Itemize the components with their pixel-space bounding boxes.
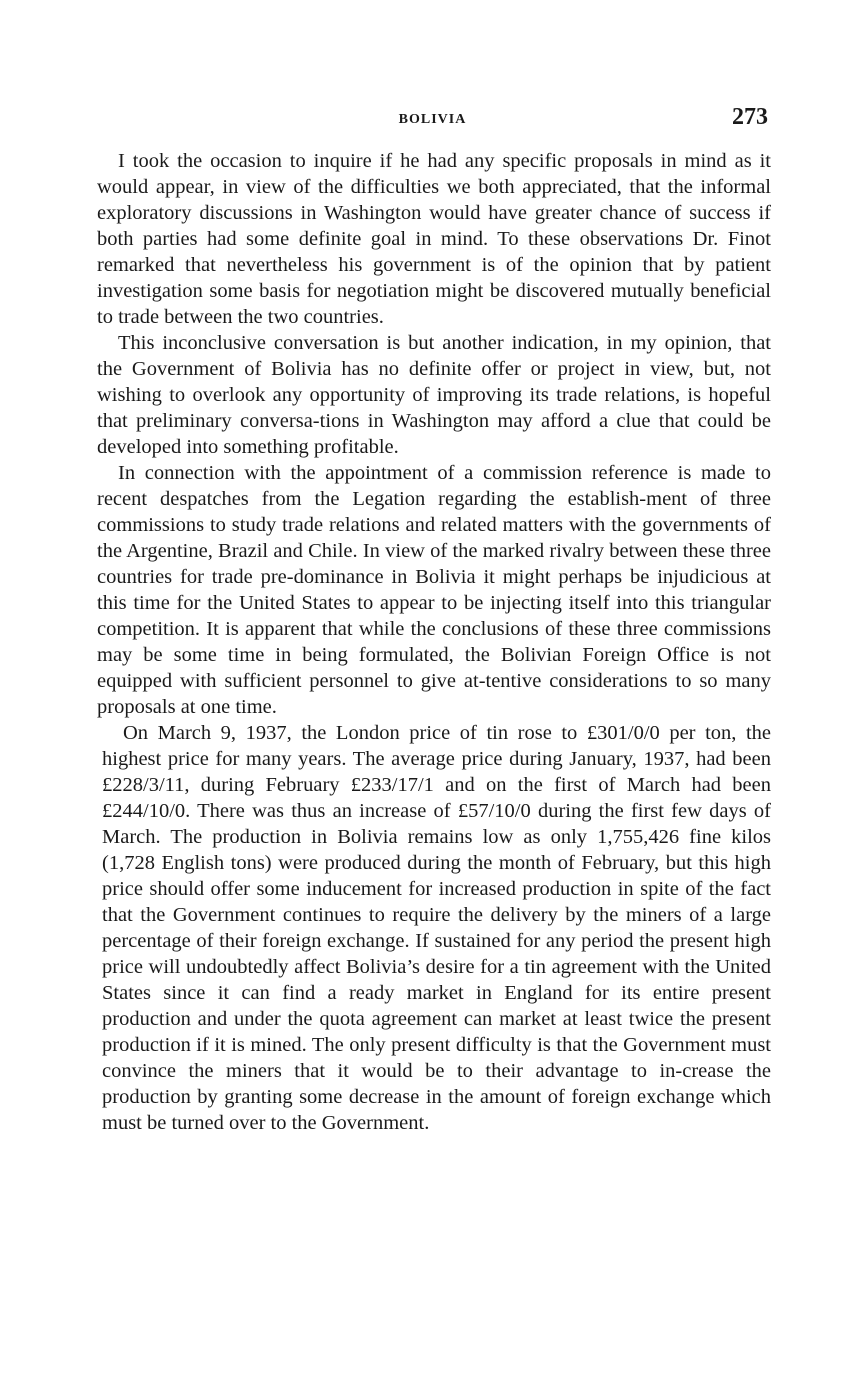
page-number: 273 xyxy=(732,104,768,130)
running-head xyxy=(97,104,768,134)
paragraph: On March 9, 1937, the London price of tin rose to £301/0/0 per ton, the highest price for many years. The average price during January, 1937, had been £228/3/11, during February £233/17/1 and on the first of March had been £244/10/0. There was thus an increase of £57/10/0 during the first few days of March. The production in Bolivia remains low as only 1,755,426 fine kilos (1,728 English tons) were produced during the month of February, but this high price should offer some inducement for increased production in spite of the fact that the Government continues to require the delivery by the miners of a large percentage of their foreign exchange. If sustained for any period the present high price will undoubtedly affect Bolivia’s desire for a tin agreement with the United States since it can find a ready market in England for its entire present production and under the quota agreement can market at least twice the present production if it is mined. The only present difficulty is that the Government must convince the miners that it would be to their advantage to in-crease the production by granting some decrease in the amount of foreign exchange which must be turned over to the Government. xyxy=(102,722,771,1134)
paragraph: In connection with the appointment of a commission reference is made to recent despatches from the Legation regarding the establish-ment of three commissions to study trade relations and related matters with the governments of the Argentine, Brazil and Chile. In view of the marked rivalry between these three countries for trade pre-dominance in Bolivia it might perhaps be injudicious at this time for the United States to appear to be injecting itself into this triangular competition. It is apparent that while the conclusions of these three commissions may be some time in being formulated, the Bolivian Foreign Office is not equipped with sufficient personnel to give at-tentive considerations to so many proposals at one time. xyxy=(97,462,771,718)
paragraph: This inconclusive conversation is but another indication, in my opinion, that the Government of Bolivia has no definite offer or project in view, but, not wishing to overlook any opportunity of improving its trade relations, is hopeful that preliminary conversa-tions in Washington may afford a clue that could be developed into something profitable. xyxy=(97,332,771,458)
running-title: BOLIVIA xyxy=(398,112,467,127)
body-text xyxy=(97,148,771,1136)
paragraph: I took the occasion to inquire if he had any specific proposals in mind as it would appear, in view of the difficulties we both appreciated, that the informal exploratory discussions in Washington would have greater chance of success if both parties had some definite goal in mind. To these observations Dr. Finot remarked that nevertheless his government is of the opinion that by patient investigation some basis for negotiation might be discovered mutually beneficial to trade between the two countries. xyxy=(97,150,771,328)
